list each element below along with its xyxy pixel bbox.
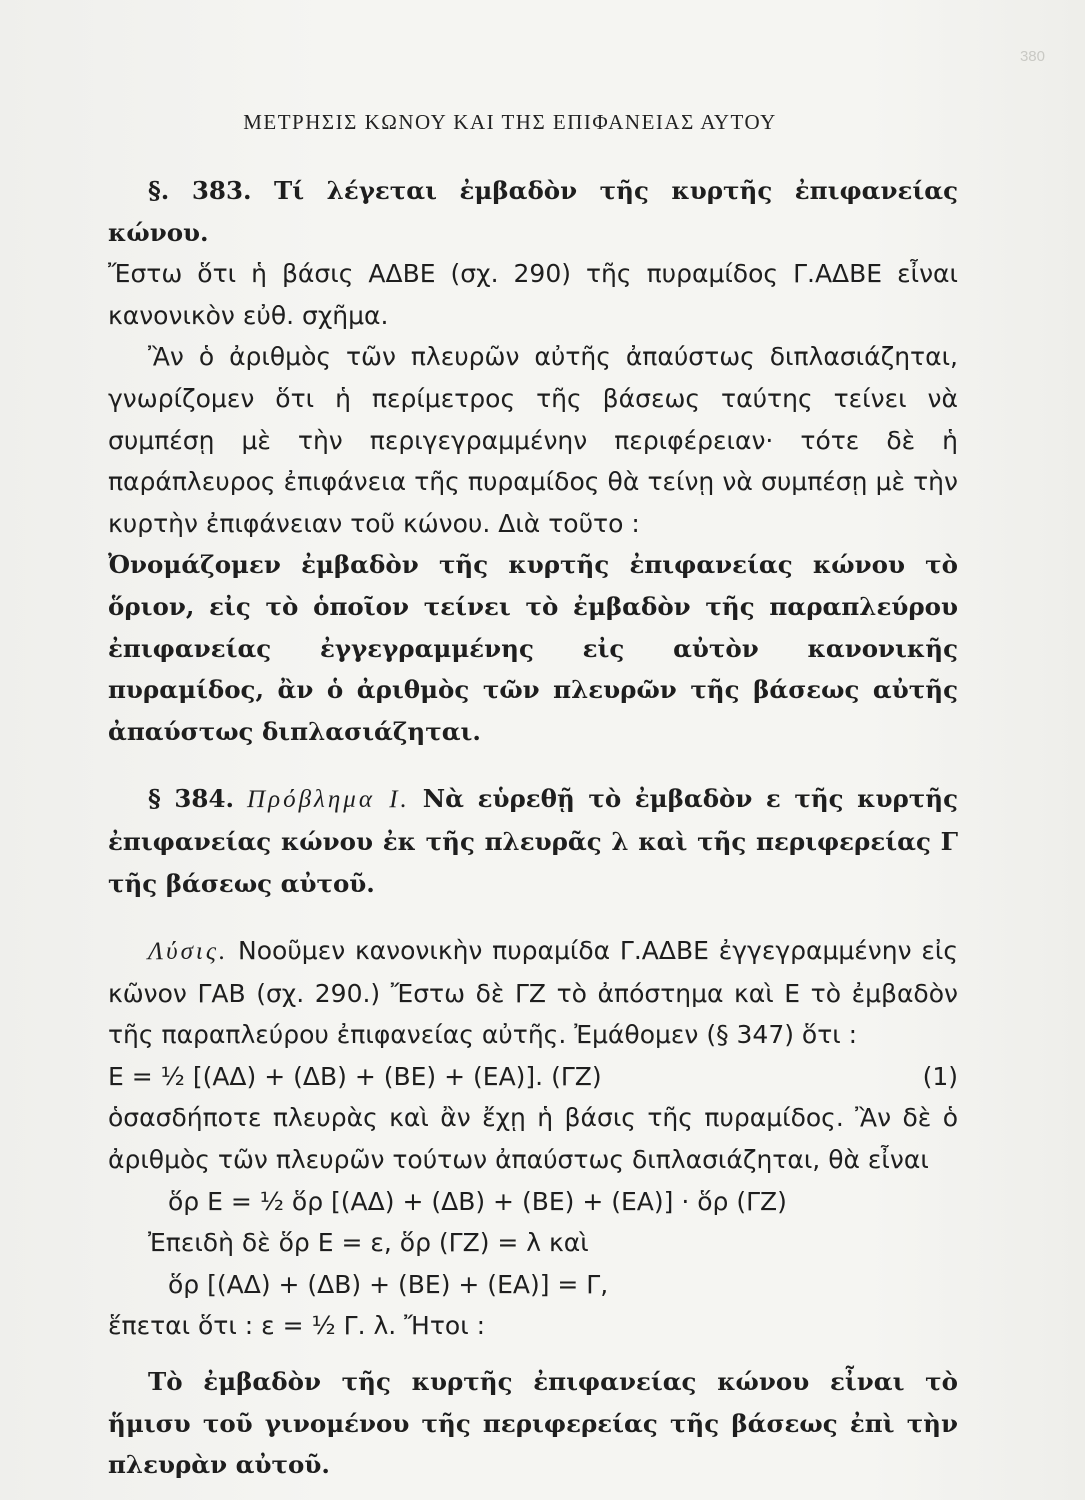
conclusion-theorem: Τὸ ἐμβαδὸν τῆς κυρτῆς ἐπιφανείας κώνου εἶναι τὸ ἥμισυ τοῦ γινομένου τῆς περιφερείας τῆς βάσεως ἐπὶ τὴν πλευρὰν αὐτοῦ. [108,1367,958,1480]
section-383-paragraph-2: Ἂν ὁ ἀριθμὸς τῶν πλευρῶν αὐτῆς ἀπαύστως διπλασιάζηται, γνωρίζομεν ὅτι ἡ περίμετρος τῆς βάσεως ταύτης τείνει νὰ συμπέσῃ μὲ τὴν περιγεγραμμένην περιφέρειαν· τότε δὲ ἡ παράπλευρος ἐπιφάνεια τῆς πυραμίδος θὰ τείνῃ νὰ συμπέσῃ μὲ τὴν κυρτὴν ἐπιφάνειαν τοῦ κώνου. Διὰ τοῦτο : [108,342,958,538]
solution-paragraph-1 [108,930,958,1056]
section-383-definition: Ὀνομάζομεν ἐμβαδὸν τῆς κυρτῆς ἐπιφανείας κώνου τὸ ὅριον, εἰς τὸ ὁποῖον τείνει τὸ ἐμβαδὸν τῆς παραπλεύρου ἐπιφανείας ἐγγεγραμμένης εἰς αὐτὸν κανονικῆς πυραμίδος, ἂν ὁ ἀριθμὸς τῶν πλευρῶν τῆς βάσεως αὐτῆς ἀπαύστως διπλασιάζηται. [108,550,958,746]
section-384-number: § 384. [148,784,235,814]
formula-5: ἕπεται ὅτι : ε = ½ Γ. λ. Ἤτοι : [108,1311,486,1341]
formula-1 [108,1056,958,1098]
section-383-paragraph-1: Ἔστω ὅτι ἡ βάσις ΑΔΒΕ (σχ. 290) τῆς πυραμίδος Γ.ΑΔΒΕ εἶναι κανονικὸν εὐθ. σχῆμα. [108,259,958,330]
page-body [108,170,958,1486]
solution-text-1: Νοοῦμεν κανονικὴν πυραμίδα Γ.ΑΔΒΕ ἐγγεγραμμένην εἰς κῶνον ΓΑΒ (σχ. 290.) Ἔστω δὲ ΓΖ τὸ ἀπόστημα καὶ Ε τὸ ἐμβαδὸν τῆς παραπλεύρου ἐπιφανείας αὐτῆς. Ἐμάθομεν (§ 347) ὅτι : [108,936,958,1050]
section-384-problem [108,778,958,904]
page-header: ΜΕΤΡΗΣΙΣ ΚΩΝΟΥ ΚΑΙ ΤΗΣ ΕΠΙΦΑΝΕΙΑΣ ΑΥΤΟΥ [243,110,777,134]
formula-1-number: (1) [922,1061,958,1091]
problem-statement: Νὰ εὑρεθῇ τὸ ἐμβαδὸν ε τῆς κυρτῆς ἐπιφανείας κώνου ἐκ τῆς πλευρᾶς λ καὶ τῆς περιφερείας Γ τῆς βάσεως αὐτοῦ. [108,784,959,898]
page-corner-mark: 380 [1019,48,1045,65]
formula-2: ὅρ Ε = ½ ὅρ [(ΑΔ) + (ΔΒ) + (ΒΕ) + (ΕΑ)] · ὅρ (ΓΖ) [168,1186,787,1216]
problem-label: Πρόβλημα Ι. [247,786,410,814]
formula-1-expression: Ε = ½ [(ΑΔ) + (ΔΒ) + (ΒΕ) + (ΕΑ)]. (ΓΖ) [108,1061,602,1091]
formula-4: ὅρ [(ΑΔ) + (ΔΒ) + (ΒΕ) + (ΕΑ)] = Γ, [168,1269,609,1299]
solution-label: Λύσις. [148,938,229,966]
solution-paragraph-2: ὁσασδήποτε πλευρὰς καὶ ἂν ἔχῃ ἡ βάσις τῆς πυραμίδος. Ἂν δὲ ὁ ἀριθμὸς τῶν πλευρῶν τούτων ἀπαύστως διπλασιάζηται, θὰ εἶναι [108,1103,958,1175]
section-383-heading: §. 383. Τί λέγεται ἐμβαδὸν τῆς κυρτῆς ἐπιφανείας κώνου. [108,176,958,247]
formula-3: Ἐπειδὴ δὲ ὅρ Ε = ε, ὅρ (ΓΖ) = λ καὶ [148,1228,589,1258]
